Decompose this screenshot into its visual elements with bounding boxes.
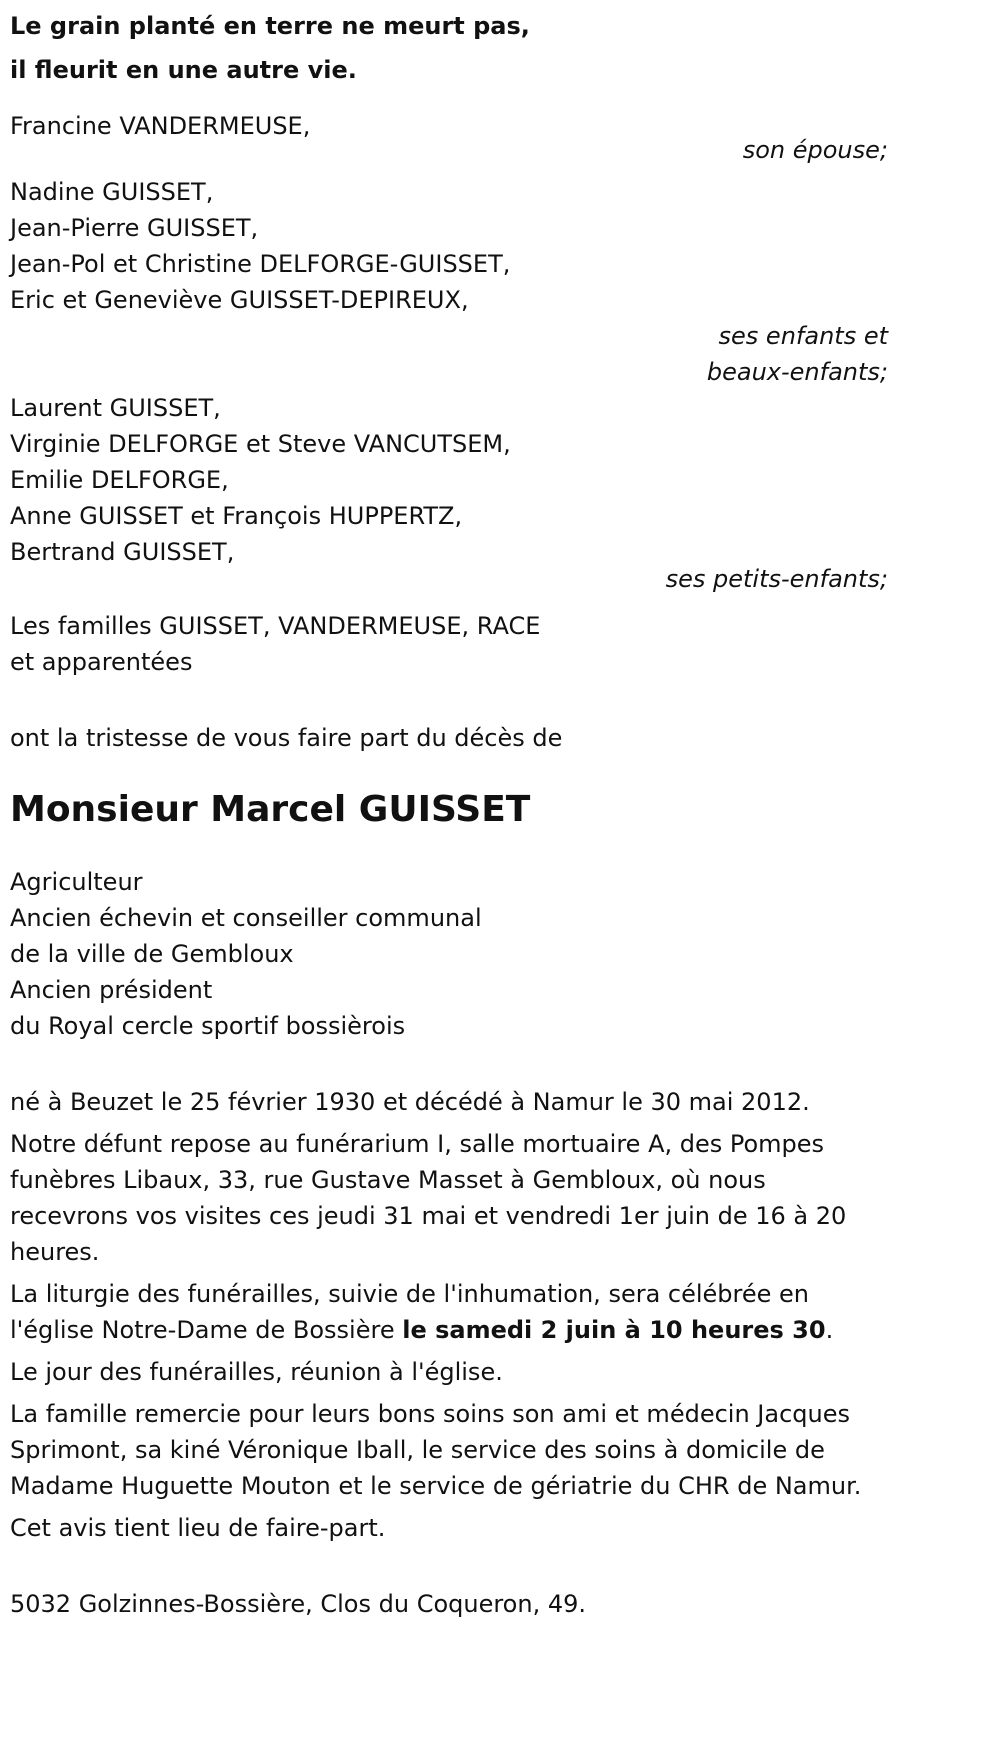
liturgy-text: La liturgie des funérailles, suivie de l'inhumation, sera célébrée en l'église Notre-Dame de Bossière xyxy=(10,1280,810,1344)
address: 5032 Golzinnes-Bossière, Clos du Coqueron, 49. xyxy=(10,1590,586,1618)
child-name: Jean-Pierre GUISSET, xyxy=(10,214,259,242)
families-line: Les familles GUISSET, VANDERMEUSE, RACE xyxy=(10,612,541,640)
thanks-paragraph: La famille remercie pour leurs bons soins son ami et médecin Jacques Sprimont, sa kiné Véronique Iball, le service des soins à domicile de Madame Huguette Mouton et le service de gériatrie du CHR de Namur. xyxy=(10,1400,862,1500)
details-section xyxy=(10,1084,890,1546)
liturgy-paragraph xyxy=(10,1276,890,1348)
grandchild-name: Emilie DELFORGE, xyxy=(10,466,229,494)
grandchild-name: Virginie DELFORGE et Steve VANCUTSEM, xyxy=(10,430,511,458)
liturgy-date: le samedi 2 juin à 10 heures 30 xyxy=(402,1316,826,1344)
liturgy-end: . xyxy=(825,1316,834,1344)
grandchildren-relation: ses petits-enfants; xyxy=(665,565,888,593)
children-relation: ses enfants et xyxy=(718,322,888,350)
birth-death-paragraph: né à Beuzet le 25 février 1930 et décédé à Namur le 30 mai 2012. xyxy=(10,1088,810,1116)
deceased-title-line: du Royal cercle sportif bossièrois xyxy=(10,1012,406,1040)
grandchild-name: Anne GUISSET et François HUPPERTZ, xyxy=(10,502,463,530)
spouse-relation: son épouse; xyxy=(742,136,888,164)
motto-line: il fleurit en une autre vie. xyxy=(10,56,357,84)
deceased-name: Monsieur Marcel GUISSET xyxy=(10,789,531,830)
deceased-title-line: Ancien échevin et conseiller communal xyxy=(10,904,482,932)
families-section xyxy=(10,608,890,680)
grandchild-name: Bertrand GUISSET, xyxy=(10,538,235,566)
announcement: ont la tristesse de vous faire part du décès de xyxy=(10,724,563,752)
children-section xyxy=(10,174,890,390)
deceased-title-line: Agriculteur xyxy=(10,868,143,896)
deceased-title-line: Ancien président xyxy=(10,976,213,1004)
child-name: Nadine GUISSET, xyxy=(10,178,214,206)
meeting-paragraph: Le jour des funérailles, réunion à l'église. xyxy=(10,1358,503,1386)
deceased-titles xyxy=(10,864,890,1044)
grandchild-name: Laurent GUISSET, xyxy=(10,394,221,422)
child-name: Jean-Pol et Christine DELFORGE-GUISSET, xyxy=(10,250,511,278)
children-relation: beaux-enfants; xyxy=(706,358,888,386)
repose-paragraph: Notre défunt repose au funérarium I, salle mortuaire A, des Pompes funèbres Libaux, 33, rue Gustave Masset à Gembloux, où nous recevrons vos visites ces jeudi 31 mai et vendredi 1er juin de 16 à 20 heures. xyxy=(10,1130,847,1266)
notice-paragraph: Cet avis tient lieu de faire-part. xyxy=(10,1514,386,1542)
families-line: et apparentées xyxy=(10,648,193,676)
motto xyxy=(10,4,890,92)
deceased-title-line: de la ville de Gembloux xyxy=(10,940,294,968)
spouse-name: Francine VANDERMEUSE, xyxy=(10,112,311,140)
grandchildren-section xyxy=(10,390,890,594)
child-name: Eric et Geneviève GUISSET-DEPIREUX, xyxy=(10,286,469,314)
death-notice xyxy=(10,0,890,1622)
spouse-section xyxy=(10,106,890,164)
motto-line: Le grain planté en terre ne meurt pas, xyxy=(10,12,530,40)
